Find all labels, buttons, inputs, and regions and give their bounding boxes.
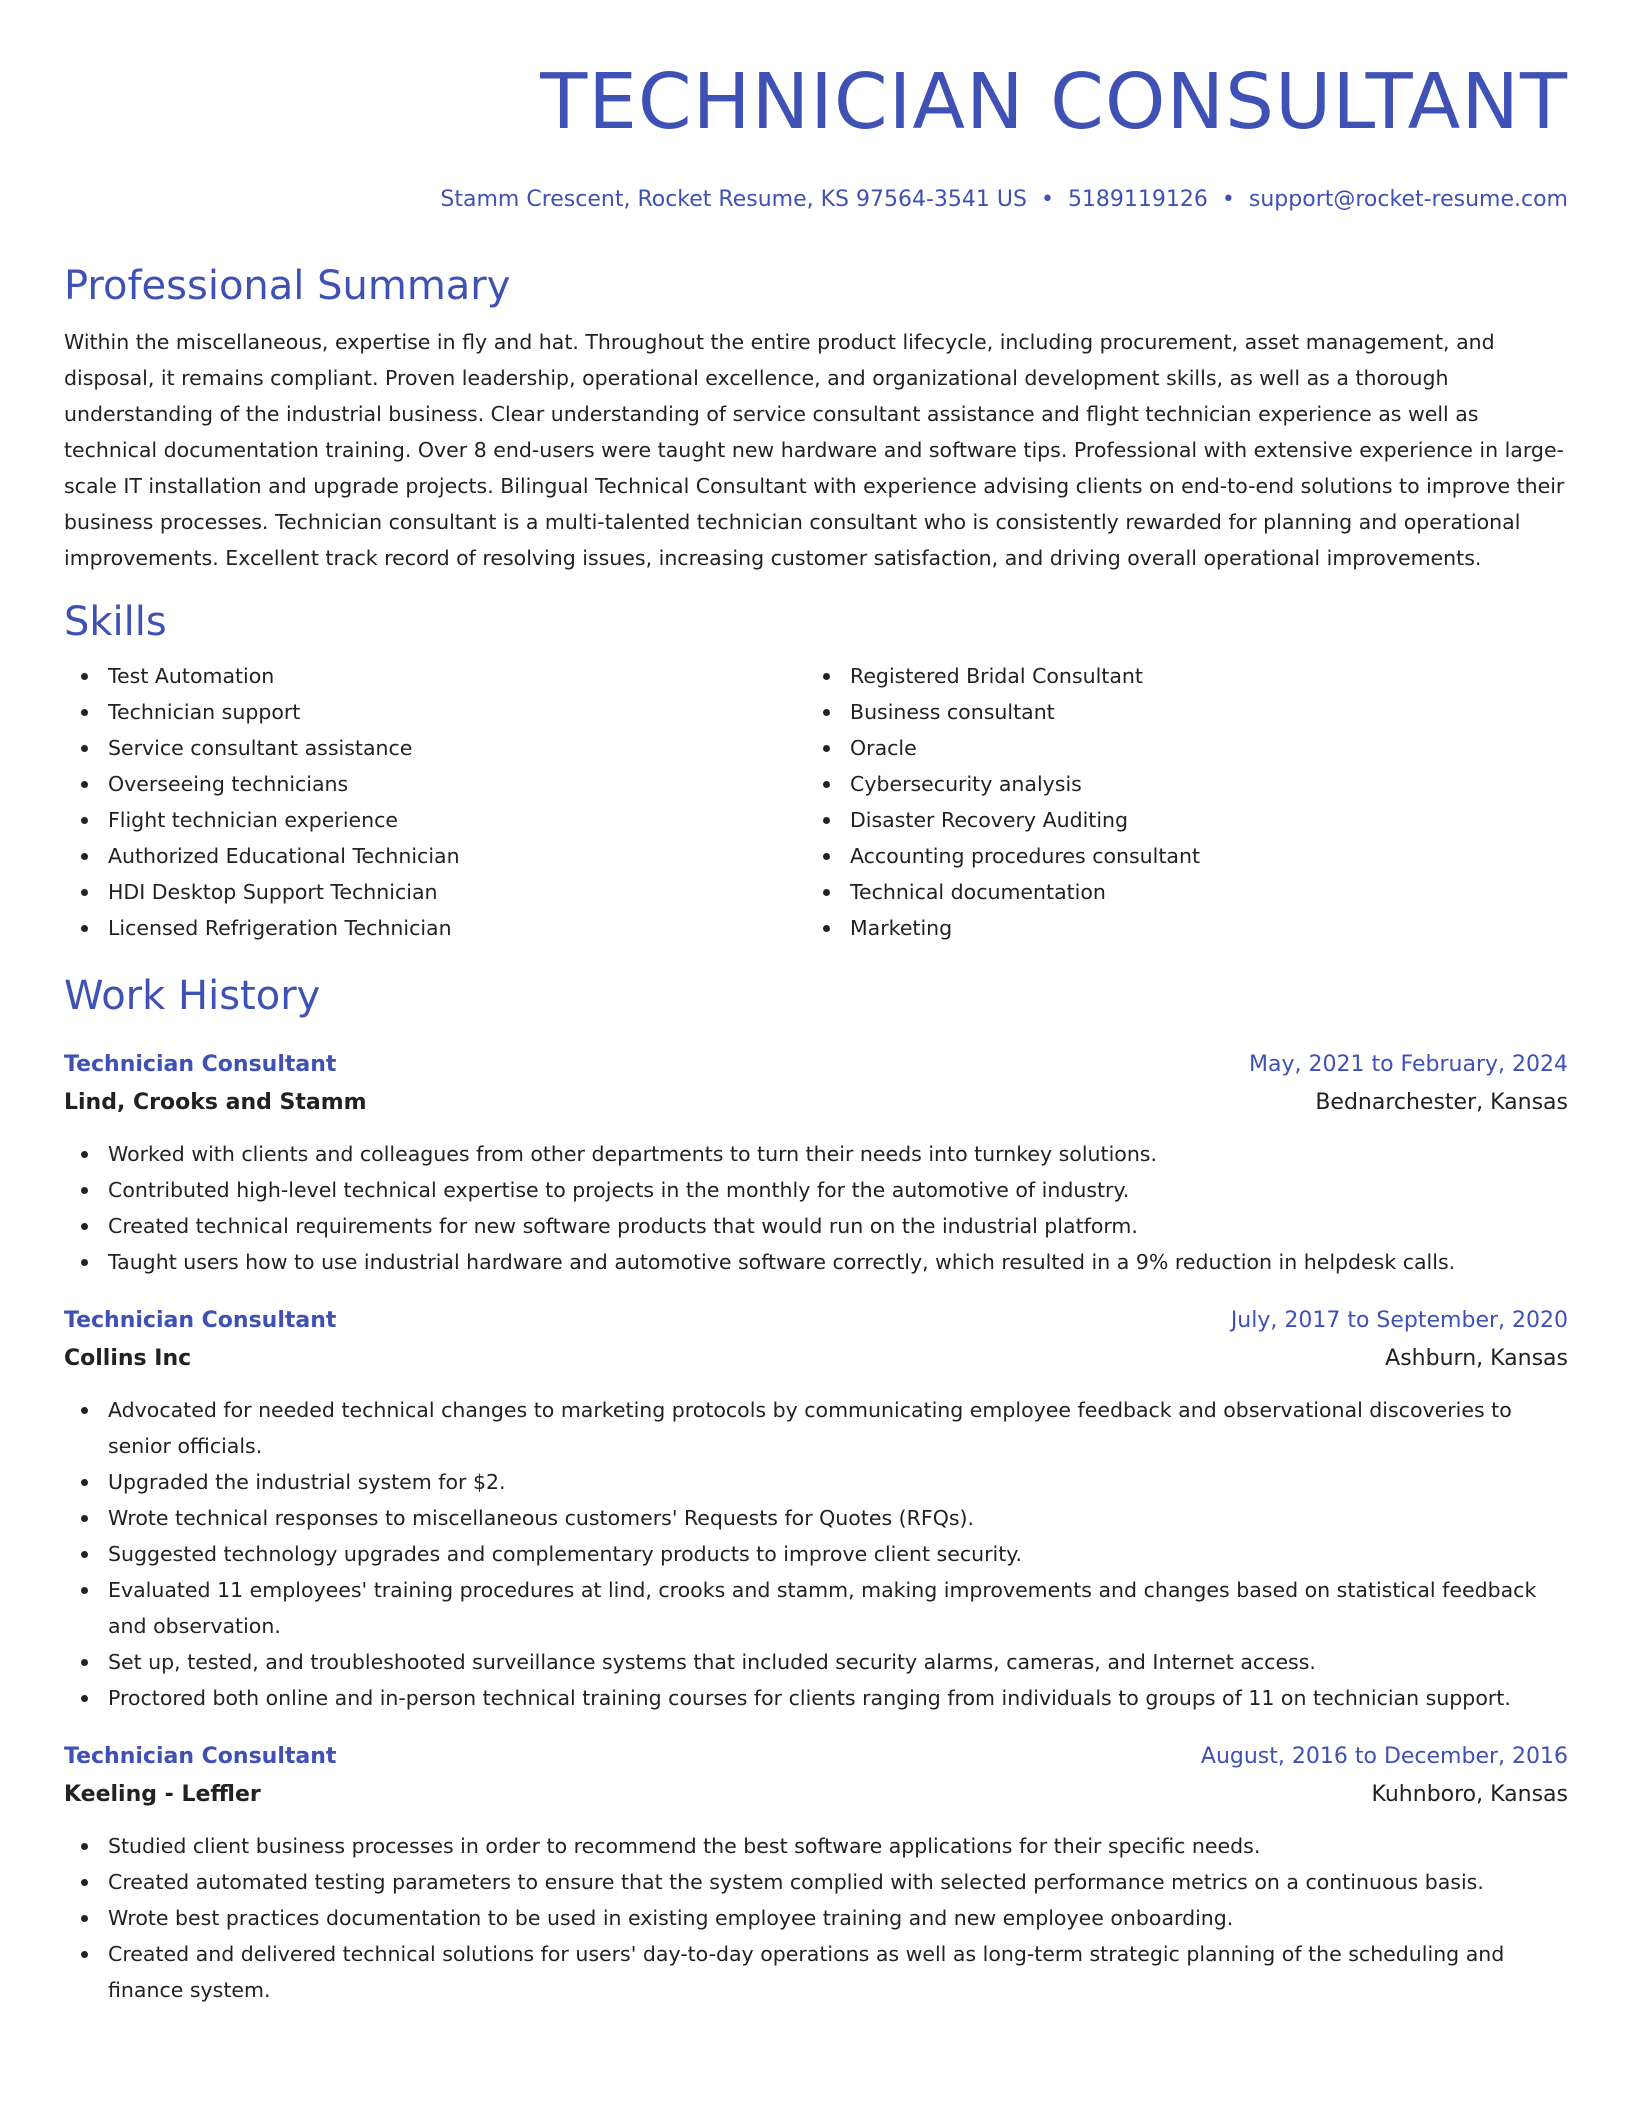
skill-item: Overseeing technicians: [64, 766, 806, 802]
job-header-row: [64, 1046, 1568, 1084]
job-bullets: [64, 1392, 1568, 1716]
job-dates: July, 2017 to September, 2020: [1230, 1308, 1568, 1333]
job-company: Lind, Crooks and Stamm: [64, 1090, 367, 1115]
job-bullets: [64, 1136, 1568, 1280]
job-dates: August, 2016 to December, 2016: [1200, 1744, 1568, 1769]
contact-address: Stamm Crescent, Rocket Resume, KS 97564-3541 US: [440, 187, 1027, 212]
job-title: Technician Consultant: [64, 1308, 337, 1333]
skill-item: Cybersecurity analysis: [806, 766, 1548, 802]
job-entry: [64, 1302, 1568, 1716]
job-header-row: [64, 1302, 1568, 1340]
job-header-row: [64, 1738, 1568, 1776]
job-company-row: [64, 1084, 1568, 1122]
skills-heading: Skills: [64, 599, 167, 645]
job-bullet: Proctored both online and in-person technical training courses for clients ranging from individuals to groups of 11 on technician support.: [64, 1680, 1568, 1716]
skill-item: Disaster Recovery Auditing: [806, 802, 1548, 838]
skills-column-left: [64, 658, 806, 946]
skill-item: Technical documentation: [806, 874, 1548, 910]
job-title: Technician Consultant: [64, 1744, 337, 1769]
job-bullet: Created automated testing parameters to ensure that the system complied with selected performance metrics on a continuous basis.: [64, 1864, 1568, 1900]
skill-item: Business consultant: [806, 694, 1548, 730]
job-company: Collins Inc: [64, 1346, 192, 1371]
contact-email[interactable]: support@rocket-resume.com: [1248, 187, 1568, 212]
skills-list: [64, 658, 1568, 946]
job-entry: [64, 1738, 1568, 2008]
job-location: Kuhnboro, Kansas: [1371, 1782, 1568, 1807]
skill-item: Service consultant assistance: [64, 730, 806, 766]
skill-item: Authorized Educational Technician: [64, 838, 806, 874]
job-bullet: Taught users how to use industrial hardware and automotive software correctly, which resulted in a 9% reduction in helpdesk calls.: [64, 1244, 1568, 1280]
job-bullets: [64, 1828, 1568, 2008]
job-company-row: [64, 1776, 1568, 1814]
job-location: Ashburn, Kansas: [1385, 1346, 1568, 1371]
job-bullet: Evaluated 11 employees' training procedures at lind, crooks and stamm, making improvements and changes based on statistical feedback and observation.: [64, 1572, 1568, 1644]
skill-item: HDI Desktop Support Technician: [64, 874, 806, 910]
skill-item: Licensed Refrigeration Technician: [64, 910, 806, 946]
job-bullet: Suggested technology upgrades and complementary products to improve client security.: [64, 1536, 1568, 1572]
work-history-heading: Work History: [64, 973, 321, 1019]
job-title: Technician Consultant: [64, 1052, 337, 1077]
contact-phone: 5189119126: [1067, 187, 1208, 212]
skill-item: Accounting procedures consultant: [806, 838, 1548, 874]
summary-text: Within the miscellaneous, expertise in fly and hat. Throughout the entire product lifecycle, including procurement, asset management, and disposal, it remains compliant. Proven leadership, operational excellence, and organizational development skills, as well as a thorough understanding of the industrial business. Clear understanding of service consultant assistance and flight technician experience as well as technical documentation training. Over 8 end-users were taught new hardware and software tips. Professional with extensive experience in large-scale IT installation and upgrade projects. Bilingual Technical Consultant with experience advising clients on end-to-end solutions to improve their business processes. Technician consultant is a multi-talented technician consultant who is consistently rewarded for planning and operational improvements. Excellent track record of resolving issues, increasing customer satisfaction, and driving overall operational improvements.: [64, 330, 1565, 570]
job-dates: May, 2021 to February, 2024: [1249, 1052, 1568, 1077]
job-bullet: Studied client business processes in order to recommend the best software applications for their specific needs.: [64, 1828, 1568, 1864]
skills-column-right: [806, 658, 1548, 946]
job-bullet: Upgraded the industrial system for $2.: [64, 1464, 1568, 1500]
job-location: Bednarchester, Kansas: [1315, 1090, 1568, 1115]
summary-heading: Professional Summary: [64, 263, 511, 309]
skill-item: Test Automation: [64, 658, 806, 694]
job-bullet: Set up, tested, and troubleshooted surveillance systems that included security alarms, cameras, and Internet access.: [64, 1644, 1568, 1680]
contact-separator: •: [1221, 187, 1235, 212]
job-company-row: [64, 1340, 1568, 1378]
contact-line: [64, 186, 1568, 214]
job-entry: [64, 1046, 1568, 1280]
job-bullet: Worked with clients and colleagues from other departments to turn their needs into turnkey solutions.: [64, 1136, 1568, 1172]
job-bullet: Contributed high-level technical expertise to projects in the monthly for the automotive of industry.: [64, 1172, 1568, 1208]
candidate-name: TECHNICIAN CONSULTANT: [540, 58, 1568, 147]
resume-header: [64, 0, 1568, 214]
job-company: Keeling - Leffler: [64, 1782, 261, 1807]
job-bullet: Created and delivered technical solutions for users' day-to-day operations as well as long-term strategic planning of the scheduling and finance system.: [64, 1936, 1568, 2008]
job-bullet: Wrote technical responses to miscellaneous customers' Requests for Quotes (RFQs).: [64, 1500, 1568, 1536]
skill-item: Registered Bridal Consultant: [806, 658, 1548, 694]
job-bullet: Wrote best practices documentation to be used in existing employee training and new employee onboarding.: [64, 1900, 1568, 1936]
skill-item: Flight technician experience: [64, 802, 806, 838]
contact-separator: •: [1040, 187, 1054, 212]
skill-item: Technician support: [64, 694, 806, 730]
skill-item: Marketing: [806, 910, 1548, 946]
job-bullet: Advocated for needed technical changes to marketing protocols by communicating employee feedback and observational discoveries to senior officials.: [64, 1392, 1568, 1464]
job-bullet: Created technical requirements for new software products that would run on the industrial platform.: [64, 1208, 1568, 1244]
skill-item: Oracle: [806, 730, 1548, 766]
resume-page: [64, 0, 1568, 2008]
